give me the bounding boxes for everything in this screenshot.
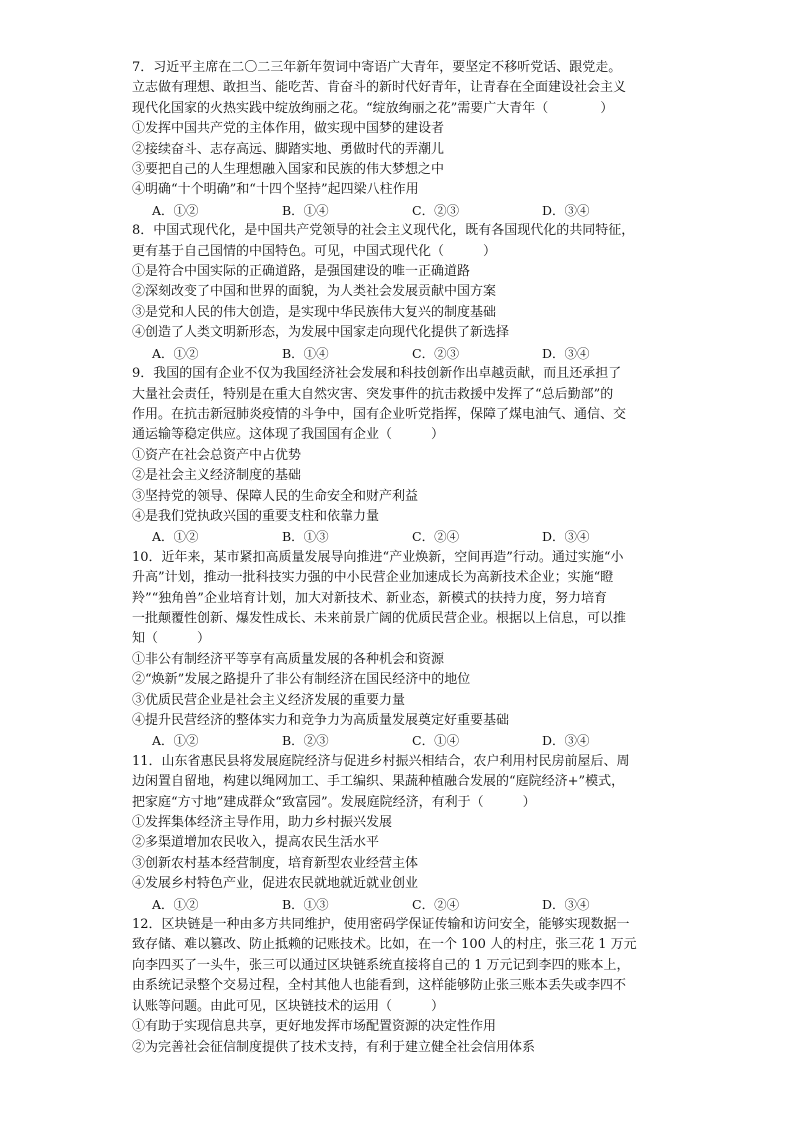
question-text-line: 知（ ） (132, 631, 211, 647)
answer-option[interactable]: C．②④ (412, 529, 460, 545)
question-text-line: ②接续奋斗、志存高远、脚踏实地、勇做时代的弄潮儿 (132, 141, 445, 157)
question-text-line: ③是党和人民的伟大创造，是实现中华民族伟大复兴的制度基础 (132, 304, 497, 320)
question-text-line: ④发展乡村特色产业，促进农民就地就近就业创业 (132, 876, 419, 892)
answer-options (132, 344, 672, 364)
answer-options (132, 731, 672, 751)
question-text-line: ①资产在社会总资产中占优势 (132, 447, 302, 463)
question-text-line: 通运输等稳定供应。这体现了我国国有企业（ ） (132, 427, 445, 443)
answer-option[interactable]: A．①② (152, 733, 199, 749)
question-text-line: ②“焕新”发展之路提升了非公有制经济在国民经济中的地位 (132, 672, 471, 688)
question-text-line: 大量社会责任，特别是在重大自然灾害、突发事件的抗击救援中发挥了“总后勤部”的 (132, 386, 614, 402)
question-text-line: 11．山东省惠民县将发展庭院经济与促进乡村振兴相结合，农户利用村民房前屋后、周 (132, 753, 630, 769)
question-text-line: 把家庭“方寸地”建成群众“致富园”。发展庭院经济，有利于（ ） (132, 794, 536, 810)
answer-option[interactable]: C．②③ (412, 202, 460, 218)
question-text-line: 10．近年来，某市紧扣高质量发展导向推进“产业焕新，空间再造”行动。通过实施“小 (132, 549, 624, 565)
question-text-line: ①是符合中国实际的正确道路，是强国建设的唯一正确道路 (132, 264, 471, 280)
question-text-line: ③创新农村基本经营制度，培育新型农业经营主体 (132, 855, 419, 871)
question-text-line: 认账等问题。由此可见，区块链技术的运用（ ） (132, 998, 445, 1014)
answer-option[interactable]: C．②④ (412, 896, 460, 912)
question-text-line: 由系统记录整个交易过程，全村其他人也能看到，这样能够防止张三账本丢失或李四不 (132, 978, 627, 994)
question-11 (132, 752, 672, 915)
question-text-line: 12．区块链是一种由多方共同维护，使用密码学保证传输和访问安全，能够实现数据一 (132, 917, 630, 933)
answer-options (132, 201, 672, 221)
question-12 (132, 915, 672, 1058)
question-text-line: ①非公有制经济平等享有高质量发展的各种机会和资源 (132, 651, 445, 667)
question-text-line: ③坚持党的领导、保障人民的生命安全和财产利益 (132, 488, 419, 504)
question-text-line: ①发挥中国共产党的主体作用，做实现中国梦的建设者 (132, 121, 445, 137)
question-text-line: 更有基于自己国情的中国特色。可见，中国式现代化（ ） (132, 243, 497, 259)
answer-option[interactable]: A．①② (152, 345, 199, 361)
answer-options (132, 895, 672, 915)
question-8 (132, 221, 672, 364)
question-text-line: ②是社会主义经济制度的基础 (132, 468, 302, 484)
answer-option[interactable]: D．③④ (542, 733, 590, 749)
question-text-line: 向李四买了一头牛，张三可以通过区块链系统直接将自己的 1 万元记到李四的账本上， (132, 957, 630, 973)
answer-option[interactable]: B．②③ (282, 733, 329, 749)
question-7 (132, 58, 672, 221)
question-text-line: ①发挥集体经济主导作用，助力乡村振兴发展 (132, 815, 393, 831)
question-text-line: 立志做有理想、敢担当、能吃苦、肯奋斗的新时代好青年，让青春在全面建设社会主义 (132, 80, 627, 96)
question-text-line: 9．我国的国有企业不仅为我国经济社会发展和科技创新作出卓越贡献，而且还承担了 (132, 366, 622, 382)
exam-page (132, 58, 672, 1058)
question-10 (132, 548, 672, 752)
answer-option[interactable]: B．①④ (282, 345, 329, 361)
answer-option[interactable]: B．①③ (282, 896, 329, 912)
question-text-line: 羚”“独角兽”企业培育计划，加大对新技术、新业态，新模式的扶持力度，努力培育 (132, 590, 607, 606)
question-text-line: 边闲置自留地，构建以绳网加工、手工编织、果蔬种植融合发展的“庭院经济+”模式， (132, 774, 625, 790)
answer-option[interactable]: A．①② (152, 529, 199, 545)
answer-option[interactable]: D．③④ (542, 345, 590, 361)
question-9 (132, 364, 672, 548)
answer-option[interactable]: A．①② (152, 896, 199, 912)
answer-options (132, 527, 672, 547)
question-text-line: 作用。在抗击新冠肺炎疫情的斗争中，国有企业听党指挥，保障了煤电油气、通信、交 (132, 406, 627, 422)
question-text-line: ④明确“十个明确”和“十四个坚持”起四梁八柱作用 (132, 182, 419, 198)
question-text-line: ②多渠道增加农民收入，提高农民生活水平 (132, 835, 380, 851)
answer-option[interactable]: B．①③ (282, 529, 329, 545)
question-text-line: 致存储、难以篡改、防止抵赖的记账技术。比如，在一个 100 人的村庄，张三花 1 万元 (132, 937, 637, 953)
answer-option[interactable]: D．③④ (542, 896, 590, 912)
question-text-line: ③要把自己的人生理想融入国家和民族的伟大梦想之中 (132, 162, 445, 178)
question-text-line: 一批颠覆性创新、爆发性成长、未来前景广阔的优质民营企业。根据以上信息，可以推 (132, 610, 627, 626)
answer-option[interactable]: C．①④ (412, 733, 460, 749)
answer-option[interactable]: B．①④ (282, 202, 329, 218)
answer-option[interactable]: C．②③ (412, 345, 460, 361)
question-text-line: ②深刻改变了中国和世界的面貌，为人类社会发展贡献中国方案 (132, 284, 497, 300)
answer-option[interactable]: D．③④ (542, 529, 590, 545)
question-text-line: 升高”计划，推动一批科技实力强的中小民营企业加速成长为高新技术企业；实施“瞪 (132, 570, 614, 586)
question-text-line: ②为完善社会征信制度提供了技术支持，有利于建立健全社会信用体系 (132, 1039, 536, 1055)
question-text-line: 7．习近平主席在二〇二三年新年贺词中寄语广大青年，要坚定不移听党话、跟党走。 (132, 60, 622, 75)
question-text-line: ④创造了人类文明新形态，为发展中国家走向现代化提供了新选择 (132, 325, 510, 341)
question-text-line: ④提升民营经济的整体实力和竞争力为高质量发展奠定好重要基础 (132, 713, 510, 728)
question-text-line: ④是我们党执政兴国的重要支柱和依靠力量 (132, 508, 380, 524)
question-text-line: 现代化国家的火热实践中绽放绚丽之花。“绽放绚丽之花”需要广大青年（ ） (132, 100, 614, 116)
answer-option[interactable]: D．③④ (542, 202, 590, 218)
answer-option[interactable]: A．①② (152, 202, 199, 218)
question-text-line: ③优质民营企业是社会主义经济发展的重要力量 (132, 692, 406, 708)
question-text-line: ①有助于实现信息共享，更好地发挥市场配置资源的决定性作用 (132, 1019, 497, 1035)
question-text-line: 8．中国式现代化，是中国共产党领导的社会主义现代化，既有各国现代化的共同特征， (132, 223, 635, 239)
